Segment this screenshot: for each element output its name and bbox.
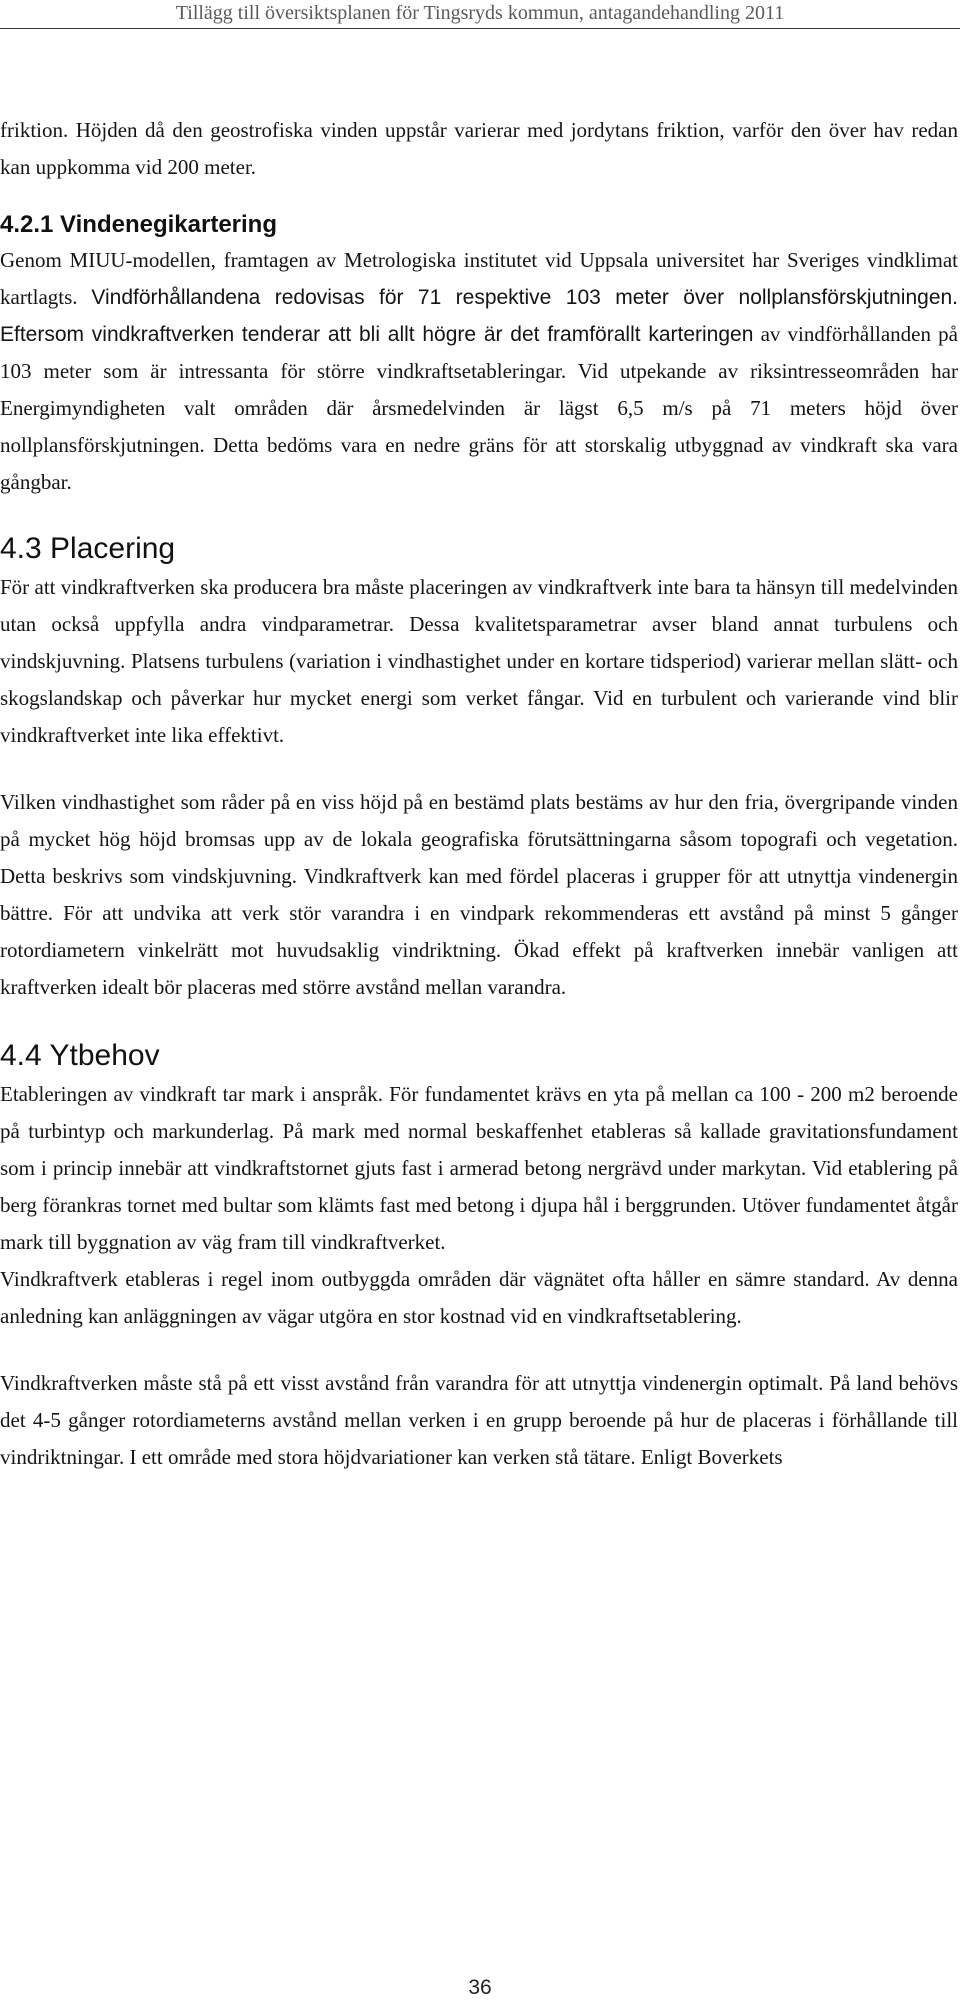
spacer: [0, 1335, 958, 1365]
spacer: [0, 754, 958, 784]
paragraph-ytbehov-2: Vindkraftverk etableras i regel inom outbyggda områden där vägnätet ofta håller en sämre standard. Av denna anledning kan anläggningen av vägar utgöra en stor kostnad vid en vindkraftsetablering.: [0, 1267, 958, 1328]
text-segment: 6,5 m/s på 71 meters höjd över nollplansförskjutningen.: [0, 396, 958, 457]
running-header: Tillägg till översiktsplanen för Tingsryds kommun, antagandehandling 2011: [175, 2, 785, 24]
paragraph-vindenergikartering: [0, 242, 958, 501]
text-segment: Detta bedöms vara en nedre gräns för att storskalig utbyggnad av vindkraft ska vara gångbar.: [0, 433, 958, 494]
text-segment: Genom MIUU-modellen, framtagen av Metrologiska institutet vid Uppsala universitet har Sveriges vindklimat kartlagts.: [0, 248, 958, 309]
heading-4-2-1: 4.2.1 Vindenegikartering: [0, 211, 277, 238]
text-segment: av vindförhållanden på 103 meter som är intressanta för större vindkraftsetableringar.: [0, 322, 958, 383]
paragraph-placering-2: Vilken vindhastighet som råder på en viss höjd på en bestämd plats bestäms av hur den fria, övergripande vinden på mycket hög höjd bromsas upp av de lokala geografiska förutsättningarna såsom topografi och vegetation. Detta beskrivs som vindskjuvning. Vindkraftverk kan med fördel placeras i grupper för att utnyttja vindenergin bättre. För att undvika att verk stör varandra i en vindpark rekommenderas ett avstånd på minst 5 gånger rotordiametern vinkelrätt mot huvudsaklig vindriktning. Ökad effekt på kraftverken innebär vanligen att kraftverken idealt bör placeras med större avstånd mellan varandra.: [0, 790, 958, 999]
heading-4-3: 4.3 Placering: [0, 532, 176, 565]
paragraph-ytbehov-3: Vindkraftverken måste stå på ett visst avstånd från varandra för att utnyttja vindenergin optimalt. På land behövs det 4-5 gånger rotordiameterns avstånd mellan verken i en grupp beroende på hur de placeras i förhållande till vindriktningar. I ett område med stora höjdvariationer kan verken stå tätare. Enligt Boverkets: [0, 1371, 958, 1469]
spacer: [0, 1006, 958, 1036]
intro-paragraph: friktion. Höjden då den geostrofiska vinden uppstår varierar med jordytans friktion, varför den över hav redan kan uppkomma vid 200 meter.: [0, 118, 958, 179]
text-segment: Vid utpekande av riksintresseområden har Energimyndigheten valt områden där årsmedelvinden är lägst: [0, 359, 958, 420]
spacer: [0, 186, 958, 208]
page-body: [0, 112, 958, 1476]
page-number: 36: [468, 1976, 492, 1999]
spacer: [0, 501, 958, 529]
paragraph-ytbehov-1: Etableringen av vindkraft tar mark i anspråk. För fundamentet krävs en yta på mellan ca 100 - 200 m2 beroende på turbintyp och markunderlag. På mark med normal beskaffenhet etableras så kallade gravitationsfundament som i princip innebär att vindkraftstornet gjuts fast i armerad betong nergrävd under markytan. Vid etablering på berg förankras tornet med bultar som klämts fast med betong i djupa hål i berggrunden. Utöver fundamentet åtgår mark till byggnation av väg fram till vindkraftverket.: [0, 1082, 958, 1254]
header-rule: [0, 28, 960, 29]
paragraph-placering-1: För att vindkraftverken ska producera bra måste placeringen av vindkraftverk inte bara ta hänsyn till medelvinden utan också uppfylla andra vindparametrar. Dessa kvalitetsparametrar avser bland annat turbulens och vindskjuvning. Platsens turbulens (variation i vindhastighet under en kortare tidsperiod) varierar mellan slätt- och skogslandskap och påverkar hur mycket energi som verket fångar. Vid en turbulent och varierande vind blir vindkraftverket inte lika effektivt.: [0, 575, 958, 747]
text-segment-sans: Vindförhållandena redovisas för 71 respektive 103 meter över nollplansförskjutningen. Eftersom vindkraftverken tenderar att bli allt högre är det framförallt karteringen: [0, 286, 959, 346]
heading-4-4: 4.4 Ytbehov: [0, 1039, 160, 1072]
